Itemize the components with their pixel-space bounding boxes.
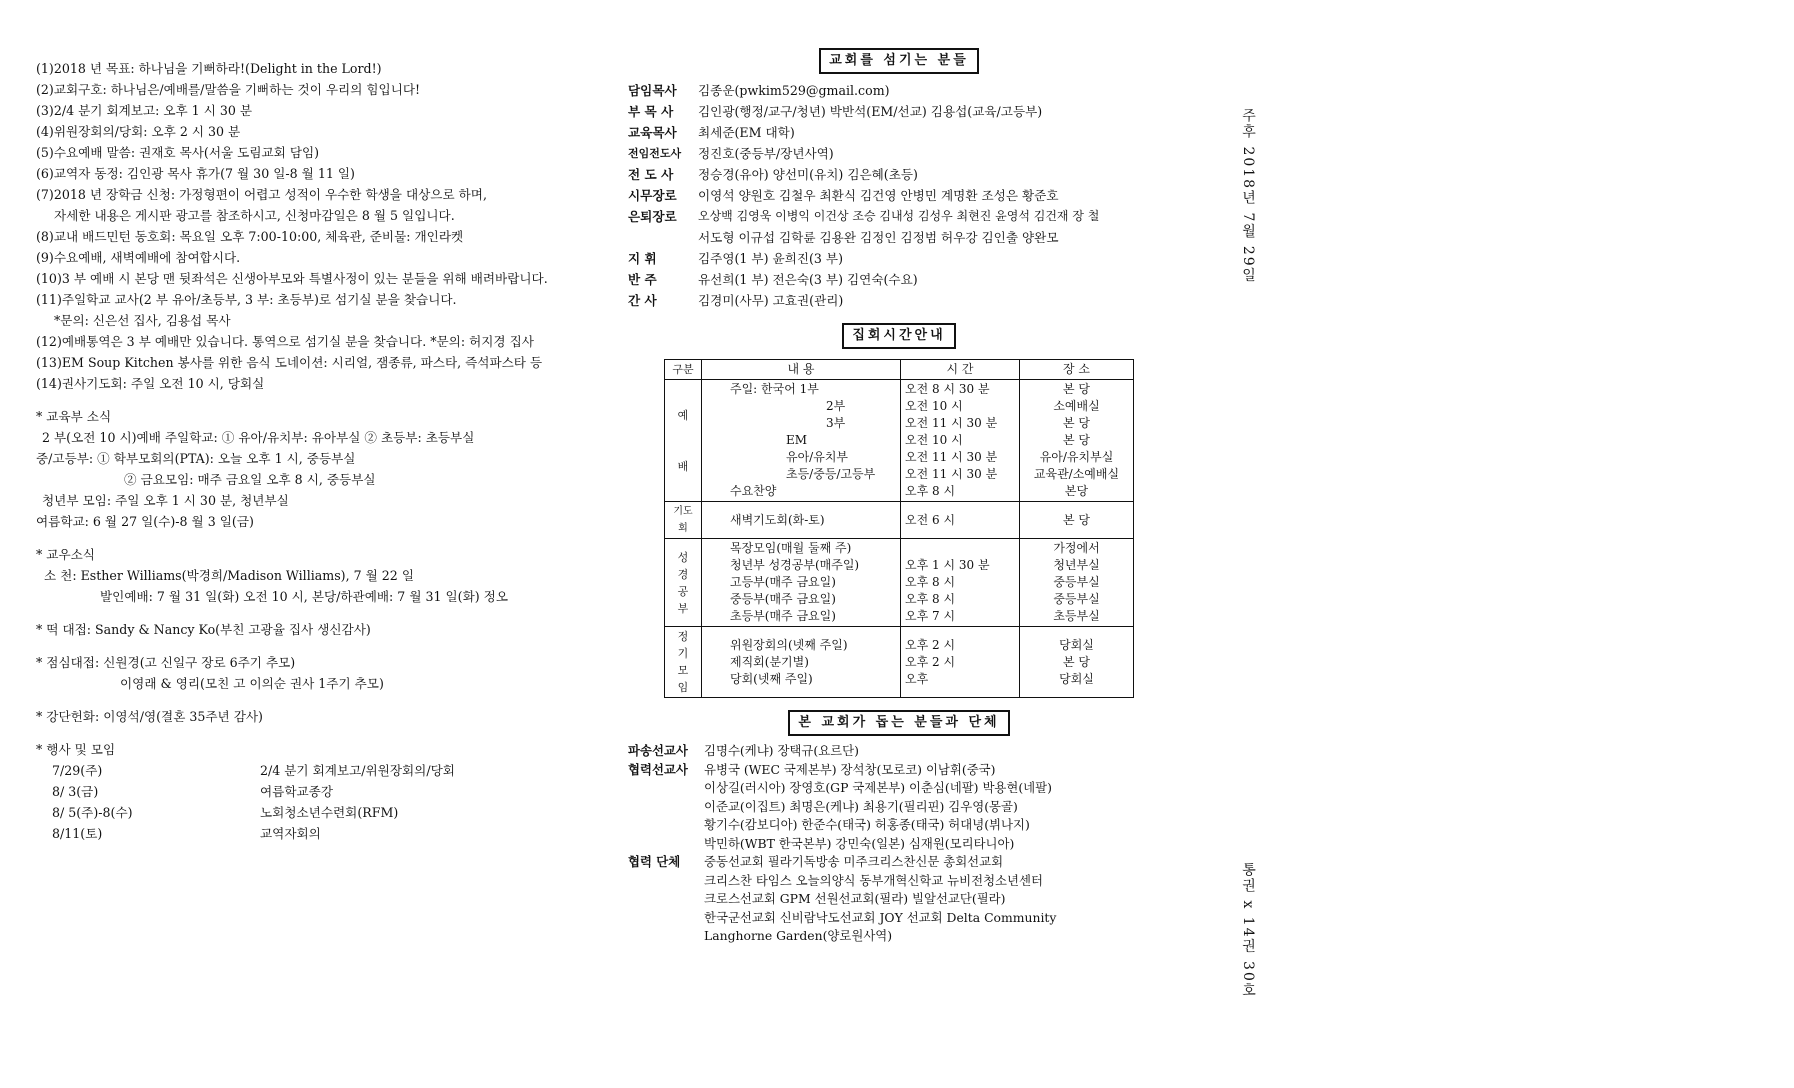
place-line: 당회실 xyxy=(1059,637,1094,652)
mission-label xyxy=(628,927,704,946)
mission-text: 한국군선교회 신비람낙도선교회 JOY 선교회 Delta Community xyxy=(704,909,1057,925)
staff-row xyxy=(628,248,1188,269)
schedule-category xyxy=(665,539,702,627)
schedule-category: 기도회 xyxy=(665,502,702,539)
content-line: 청년부 성경공부(매주일) xyxy=(730,558,860,572)
staff-role: 담임목사 xyxy=(628,83,677,98)
schedule-content xyxy=(702,627,901,698)
mission-text: 황기수(캄보디아) 한준수(태국) 허홍종(태국) 허대녕(뷔나지) xyxy=(704,817,1030,832)
mission-row xyxy=(628,853,1188,872)
time-line: 오전 11 시 30 분 xyxy=(905,450,998,464)
mission-label: 파송선교사 xyxy=(628,743,688,758)
category-char: 임 xyxy=(677,681,689,694)
content-line: 새벽기도회(화-토) xyxy=(730,512,825,527)
category-char: 정 xyxy=(677,630,689,643)
announcement-item: (3)2/4 분기 회계보고: 오후 1 시 30 분 xyxy=(36,103,253,118)
staff-names: 김경미(사무) 고효권(관리) xyxy=(698,293,844,308)
staff-row xyxy=(628,101,1188,122)
category-char: 공 xyxy=(677,584,689,598)
mission-text: 김명수(케냐) 장택규(요르단) xyxy=(704,743,859,758)
event-row xyxy=(36,802,596,823)
event-desc: 2/4 분기 회계보고/위원장회의/당회 xyxy=(260,763,455,778)
staff-role: 부 목 사 xyxy=(628,104,674,119)
education-line: ② 금요모임: 매주 금요일 오후 8 시, 중등부실 xyxy=(124,472,376,487)
category-char: 배 xyxy=(677,459,689,473)
staff-row xyxy=(628,206,1188,227)
staff-row xyxy=(628,80,1188,101)
content-line: 주일: 한국어 1부 xyxy=(730,382,819,396)
place-line: 본 당 xyxy=(1063,382,1090,396)
staff-row xyxy=(628,185,1188,206)
content-line: 고등부(매주 금요일) xyxy=(730,575,836,589)
content-line: 초등/중등/고등부 xyxy=(786,467,876,481)
staff-names: 유선희(1 부) 전은숙(3 부) 김연숙(수요) xyxy=(698,272,918,287)
mission-row xyxy=(628,816,1188,835)
schedule-time xyxy=(901,539,1020,627)
staff-names: 이영석 양원호 김철우 최환식 김건영 안병민 계명환 조성은 황준호 xyxy=(698,188,1059,203)
category-char: 모 xyxy=(677,664,689,677)
schedule-header: 구분 xyxy=(665,360,702,380)
schedule-bible-row xyxy=(665,539,1134,627)
event-date: 8/ 3(금) xyxy=(52,784,99,799)
announcement-item: (9)수요예배, 새벽예배에 참여합시다. xyxy=(36,250,241,265)
announcement-item: (6)교역자 동정: 김인광 목사 휴가(7 월 30 일-8 월 11 일) xyxy=(36,166,355,181)
category-char: 예 xyxy=(677,408,689,422)
time-line: 오전 10 시 xyxy=(905,399,963,413)
staff-role: 교육목사 xyxy=(628,125,677,140)
time-line: 오후 8 시 xyxy=(905,592,956,606)
staff-role: 전임전도사 xyxy=(628,147,682,160)
staff-role: 은퇴장로 xyxy=(628,209,677,224)
lunch-line: * 점심대접: 신원경(고 신일구 장로 6주기 추모) xyxy=(36,655,296,670)
mission-label xyxy=(628,872,704,891)
staff-role: 반 주 xyxy=(628,272,657,287)
announcement-item: (10)3 부 예배 시 본당 맨 뒷좌석은 신생아부모와 특별사정이 있는 분들을 위해 배려바랍니다. xyxy=(36,271,548,286)
side-date: 주후 2018년 7월 29일 xyxy=(1240,108,1256,284)
staff-row xyxy=(628,143,1188,164)
members-line: 발인예배: 7 월 31 일(화) 오전 10 시, 본당/하관예배: 7 월 31 일(화) 정오 xyxy=(100,589,509,604)
schedule-meeting-row xyxy=(665,627,1134,698)
mission-row xyxy=(628,927,1188,946)
mission-text: 크리스찬 타임스 오늘의양식 동부개혁신학교 뉴비전청소년센터 xyxy=(704,872,1043,888)
missions-list xyxy=(628,742,1188,946)
members-line: 소 천: Esther Williams(박경희/Madison Williams), 7 월 22 일 xyxy=(44,568,414,583)
content-line: 당회(넷째 주일) xyxy=(730,671,813,686)
staff-row xyxy=(628,290,1188,311)
place-line: 초등부실 xyxy=(1053,609,1100,623)
content-line: EM xyxy=(786,433,808,447)
announcements-column xyxy=(36,58,596,844)
staff-names: 오상백 김영욱 이병익 이건상 조승 김내성 김성우 최현진 윤영석 김건재 장 철 xyxy=(698,209,1100,223)
place-line: 본 당 xyxy=(1063,416,1090,430)
announcement-item: *문의: 신은선 집사, 김용섭 목사 xyxy=(54,313,231,328)
staff-row xyxy=(628,164,1188,185)
staff-names: 김주영(1 부) 윤희진(3 부) xyxy=(698,251,844,266)
content-line: 2부 xyxy=(826,399,846,413)
place-line: 유아/유치부실 xyxy=(1039,450,1114,464)
education-title: * 교육부 소식 xyxy=(36,409,112,424)
mission-row xyxy=(628,890,1188,909)
mission-text: Langhorne Garden(양로원사역) xyxy=(704,928,893,943)
time-line: 오후 8 시 xyxy=(905,575,956,589)
staff-row xyxy=(628,122,1188,143)
time-line: 오후 2 시 xyxy=(905,637,956,652)
mission-row xyxy=(628,872,1188,891)
announcement-item: (7)2018 년 장학금 신청: 가정형편이 어렵고 성적이 우수한 학생을 대상으로 하며, xyxy=(36,187,487,202)
place-line: 가정에서 xyxy=(1053,541,1100,555)
flowers-line: * 강단헌화: 이영석/영(결혼 35주년 감사) xyxy=(36,709,263,724)
place-line: 중등부실 xyxy=(1053,575,1100,589)
event-row xyxy=(36,760,596,781)
rice-cake-line: * 떡 대접: Sandy & Nancy Ko(부친 고광율 집사 생신감사) xyxy=(36,622,371,637)
time-line: 오후 1 시 30 분 xyxy=(905,558,990,572)
mission-text: 이준교(이집트) 최명은(케냐) 최용기(필리핀) 김우영(몽골) xyxy=(704,798,1018,814)
category-char: 기 xyxy=(677,647,689,660)
mission-row xyxy=(628,835,1188,854)
schedule-content xyxy=(702,380,901,502)
education-line: 중/고등부: ① 학부모회의(PTA): 오늘 오후 1 시, 중등부실 xyxy=(36,451,356,466)
time-line: 오전 10 시 xyxy=(905,433,963,447)
staff-names: 김종운(pwkim529@gmail.com) xyxy=(698,83,890,98)
place-line: 본 당 xyxy=(1063,654,1090,669)
schedule-content xyxy=(702,539,901,627)
mission-text: 중동선교회 필라기독방송 미주크리스찬신문 총회선교회 xyxy=(704,854,1004,869)
mission-row xyxy=(628,798,1188,817)
schedule-header: 장 소 xyxy=(1020,360,1134,380)
church-info-column xyxy=(628,48,1188,946)
time-line: 오후 xyxy=(905,671,929,686)
content-line: 중등부(매주 금요일) xyxy=(730,592,836,606)
announcement-item: (1)2018 년 목표: 하나님을 기뻐하라!(Delight in the Lord!) xyxy=(36,61,382,76)
announcement-item: (11)주일학교 교사(2 부 유아/초등부, 3 부: 초등부)로 섬기실 분을 찾습니다. xyxy=(36,292,457,307)
event-date: 8/11(토) xyxy=(52,826,103,841)
time-line: 오후 2 시 xyxy=(905,654,956,669)
place-line: 본당 xyxy=(1064,484,1089,498)
place-line: 중등부실 xyxy=(1053,592,1100,606)
mission-row xyxy=(628,761,1188,780)
events-title: * 행사 및 모임 xyxy=(36,742,116,757)
mission-text: 크로스선교회 GPM 선원선교회(필라) 빌알선교단(필라) xyxy=(704,891,1006,906)
schedule-worship-row xyxy=(665,380,1134,502)
place-line: 당회실 xyxy=(1059,671,1094,686)
event-desc: 교역자회의 xyxy=(260,826,321,841)
event-desc: 노회청소년수련회(RFM) xyxy=(260,805,399,820)
mission-label xyxy=(628,835,704,854)
content-line: 초등부(매주 금요일) xyxy=(730,609,836,623)
schedule-category xyxy=(665,627,702,698)
staff-role: 간 사 xyxy=(628,293,657,308)
content-line: 유아/유치부 xyxy=(786,450,849,464)
staff-names: 정승경(유아) 양선미(유치) 김은혜(초등) xyxy=(698,167,918,182)
schedule-place xyxy=(1020,380,1134,502)
schedule-time: 오전 6 시 xyxy=(901,502,1020,539)
schedule-table xyxy=(664,359,1134,698)
time-line: 오후 8 시 xyxy=(905,484,956,498)
schedule-time xyxy=(901,380,1020,502)
staff-title: 교회를 섬기는 분들 xyxy=(819,48,979,74)
mission-label xyxy=(628,798,704,817)
place-line: 본 당 xyxy=(1063,433,1090,447)
place-line: 소예배실 xyxy=(1053,399,1100,413)
schedule-header-row xyxy=(665,360,1134,380)
mission-label: 협력 단체 xyxy=(628,854,681,869)
education-line: 여름학교: 6 월 27 일(수)-8 월 3 일(금) xyxy=(36,514,254,529)
staff-row xyxy=(628,269,1188,290)
announcement-item: (12)예배통역은 3 부 예배만 있습니다. 통역으로 섬기실 분을 찾습니다. *문의: 허지경 집사 xyxy=(36,334,534,349)
staff-role: 시무장로 xyxy=(628,188,677,203)
lunch-line-2: 이영래 & 영리(모친 고 이의순 권사 1주기 추모) xyxy=(120,676,384,691)
announcement-item: (13)EM Soup Kitchen 봉사를 위한 음식 도네이션: 시리얼, 잼종류, 파스타, 즉석파스타 등 xyxy=(36,355,543,370)
schedule-content xyxy=(702,502,901,539)
event-date: 8/ 5(주)-8(수) xyxy=(52,805,133,820)
place-line: 청년부실 xyxy=(1053,558,1100,572)
content-line: 제직회(분기별) xyxy=(730,654,809,669)
announcement-item: (4)위원장회의/당회: 오후 2 시 30 분 xyxy=(36,124,241,139)
schedule-title: 집회시간안내 xyxy=(842,323,955,349)
mission-label: 협력선교사 xyxy=(628,761,688,777)
mission-row xyxy=(628,742,1188,761)
mission-label xyxy=(628,909,704,928)
announcement-item: 자세한 내용은 게시판 광고를 참조하시고, 신청마감일은 8 월 5 일입니다. xyxy=(54,208,455,223)
category-char: 경 xyxy=(677,567,689,581)
education-line: 2 부(오전 10 시)예배 주일학교: ① 유아/유치부: 유아부실 ② 초등부: 초등부실 xyxy=(42,430,475,445)
mission-label xyxy=(628,816,704,835)
staff-list xyxy=(628,80,1188,311)
staff-names: 정진호(중등부/장년사역) xyxy=(698,146,834,161)
announcement-item: (2)교회구호: 하나님은/예배를/말씀을 기뻐하는 것이 우리의 힘입니다! xyxy=(36,82,421,97)
content-line: 3부 xyxy=(826,416,846,430)
mission-label xyxy=(628,890,704,909)
staff-role: 전 도 사 xyxy=(628,167,674,182)
mission-text: 이상길(러시아) 장영호(GP 국제본부) 이춘심(네팔) 박용현(네팔) xyxy=(704,780,1052,795)
staff-names-continued: 서도형 이규섭 김학륜 김용완 김정인 김정범 허우강 김인출 양완모 xyxy=(698,230,1059,245)
mission-row xyxy=(628,779,1188,798)
schedule-place: 본 당 xyxy=(1020,502,1134,539)
time-line: 오전 8 시 30 분 xyxy=(905,382,990,396)
place-line: 교육관/소예배실 xyxy=(1033,467,1120,481)
staff-names: 최세준(EM 대학) xyxy=(698,125,795,140)
mission-row xyxy=(628,909,1188,928)
mission-text: 박민하(WBT 한국본부) 강민숙(일본) 심재원(모리타니아) xyxy=(704,835,1015,851)
content-line: 수요찬양 xyxy=(730,484,777,498)
event-date: 7/29(주) xyxy=(52,763,103,778)
announcement-item: (8)교내 배드민턴 동호회: 목요일 오후 7:00-10:00, 체육관, 준비물: 개인라켓 xyxy=(36,229,464,244)
side-volume: 통권 x 14권 30호 xyxy=(1240,862,1256,999)
time-line: 오전 11 시 30 분 xyxy=(905,467,998,481)
schedule-header: 내 용 xyxy=(702,360,901,380)
event-desc: 여름학교종강 xyxy=(260,784,333,799)
announcement-item: (5)수요예배 말씀: 권재호 목사(서울 도림교회 담임) xyxy=(36,145,320,160)
schedule-dawn-row xyxy=(665,502,1134,539)
announcement-item: (14)권사기도회: 주일 오전 10 시, 당회실 xyxy=(36,376,265,391)
staff-role: 지 휘 xyxy=(628,251,657,266)
time-line: 오전 11 시 30 분 xyxy=(905,416,998,430)
announcement-list xyxy=(36,58,596,394)
time-line: 오후 7 시 xyxy=(905,609,956,623)
mission-text: 유병국 (WEC 국제본부) 장석창(모로코) 이남휘(중국) xyxy=(704,761,996,777)
mission-label xyxy=(628,779,704,798)
staff-names: 김인광(행정/교구/청년) 박반석(EM/선교) 김용섭(교육/고등부) xyxy=(698,104,1043,119)
category-char: 성 xyxy=(677,550,689,564)
members-title: * 교우소식 xyxy=(36,547,95,562)
schedule-category xyxy=(665,380,702,502)
schedule-place xyxy=(1020,627,1134,698)
schedule-time xyxy=(901,627,1020,698)
schedule-header: 시 간 xyxy=(901,360,1020,380)
category-char: 부 xyxy=(677,601,689,615)
schedule-place xyxy=(1020,539,1134,627)
time-line xyxy=(905,540,1015,557)
education-line: 청년부 모임: 주일 오후 1 시 30 분, 청년부실 xyxy=(42,493,289,508)
event-row xyxy=(36,781,596,802)
event-row xyxy=(36,823,596,844)
content-line: 목장모임(매월 둘째 주) xyxy=(730,541,852,555)
missions-title: 본 교회가 돕는 분들과 단체 xyxy=(788,710,1009,736)
content-line: 위원장회의(넷째 주일) xyxy=(730,637,848,652)
